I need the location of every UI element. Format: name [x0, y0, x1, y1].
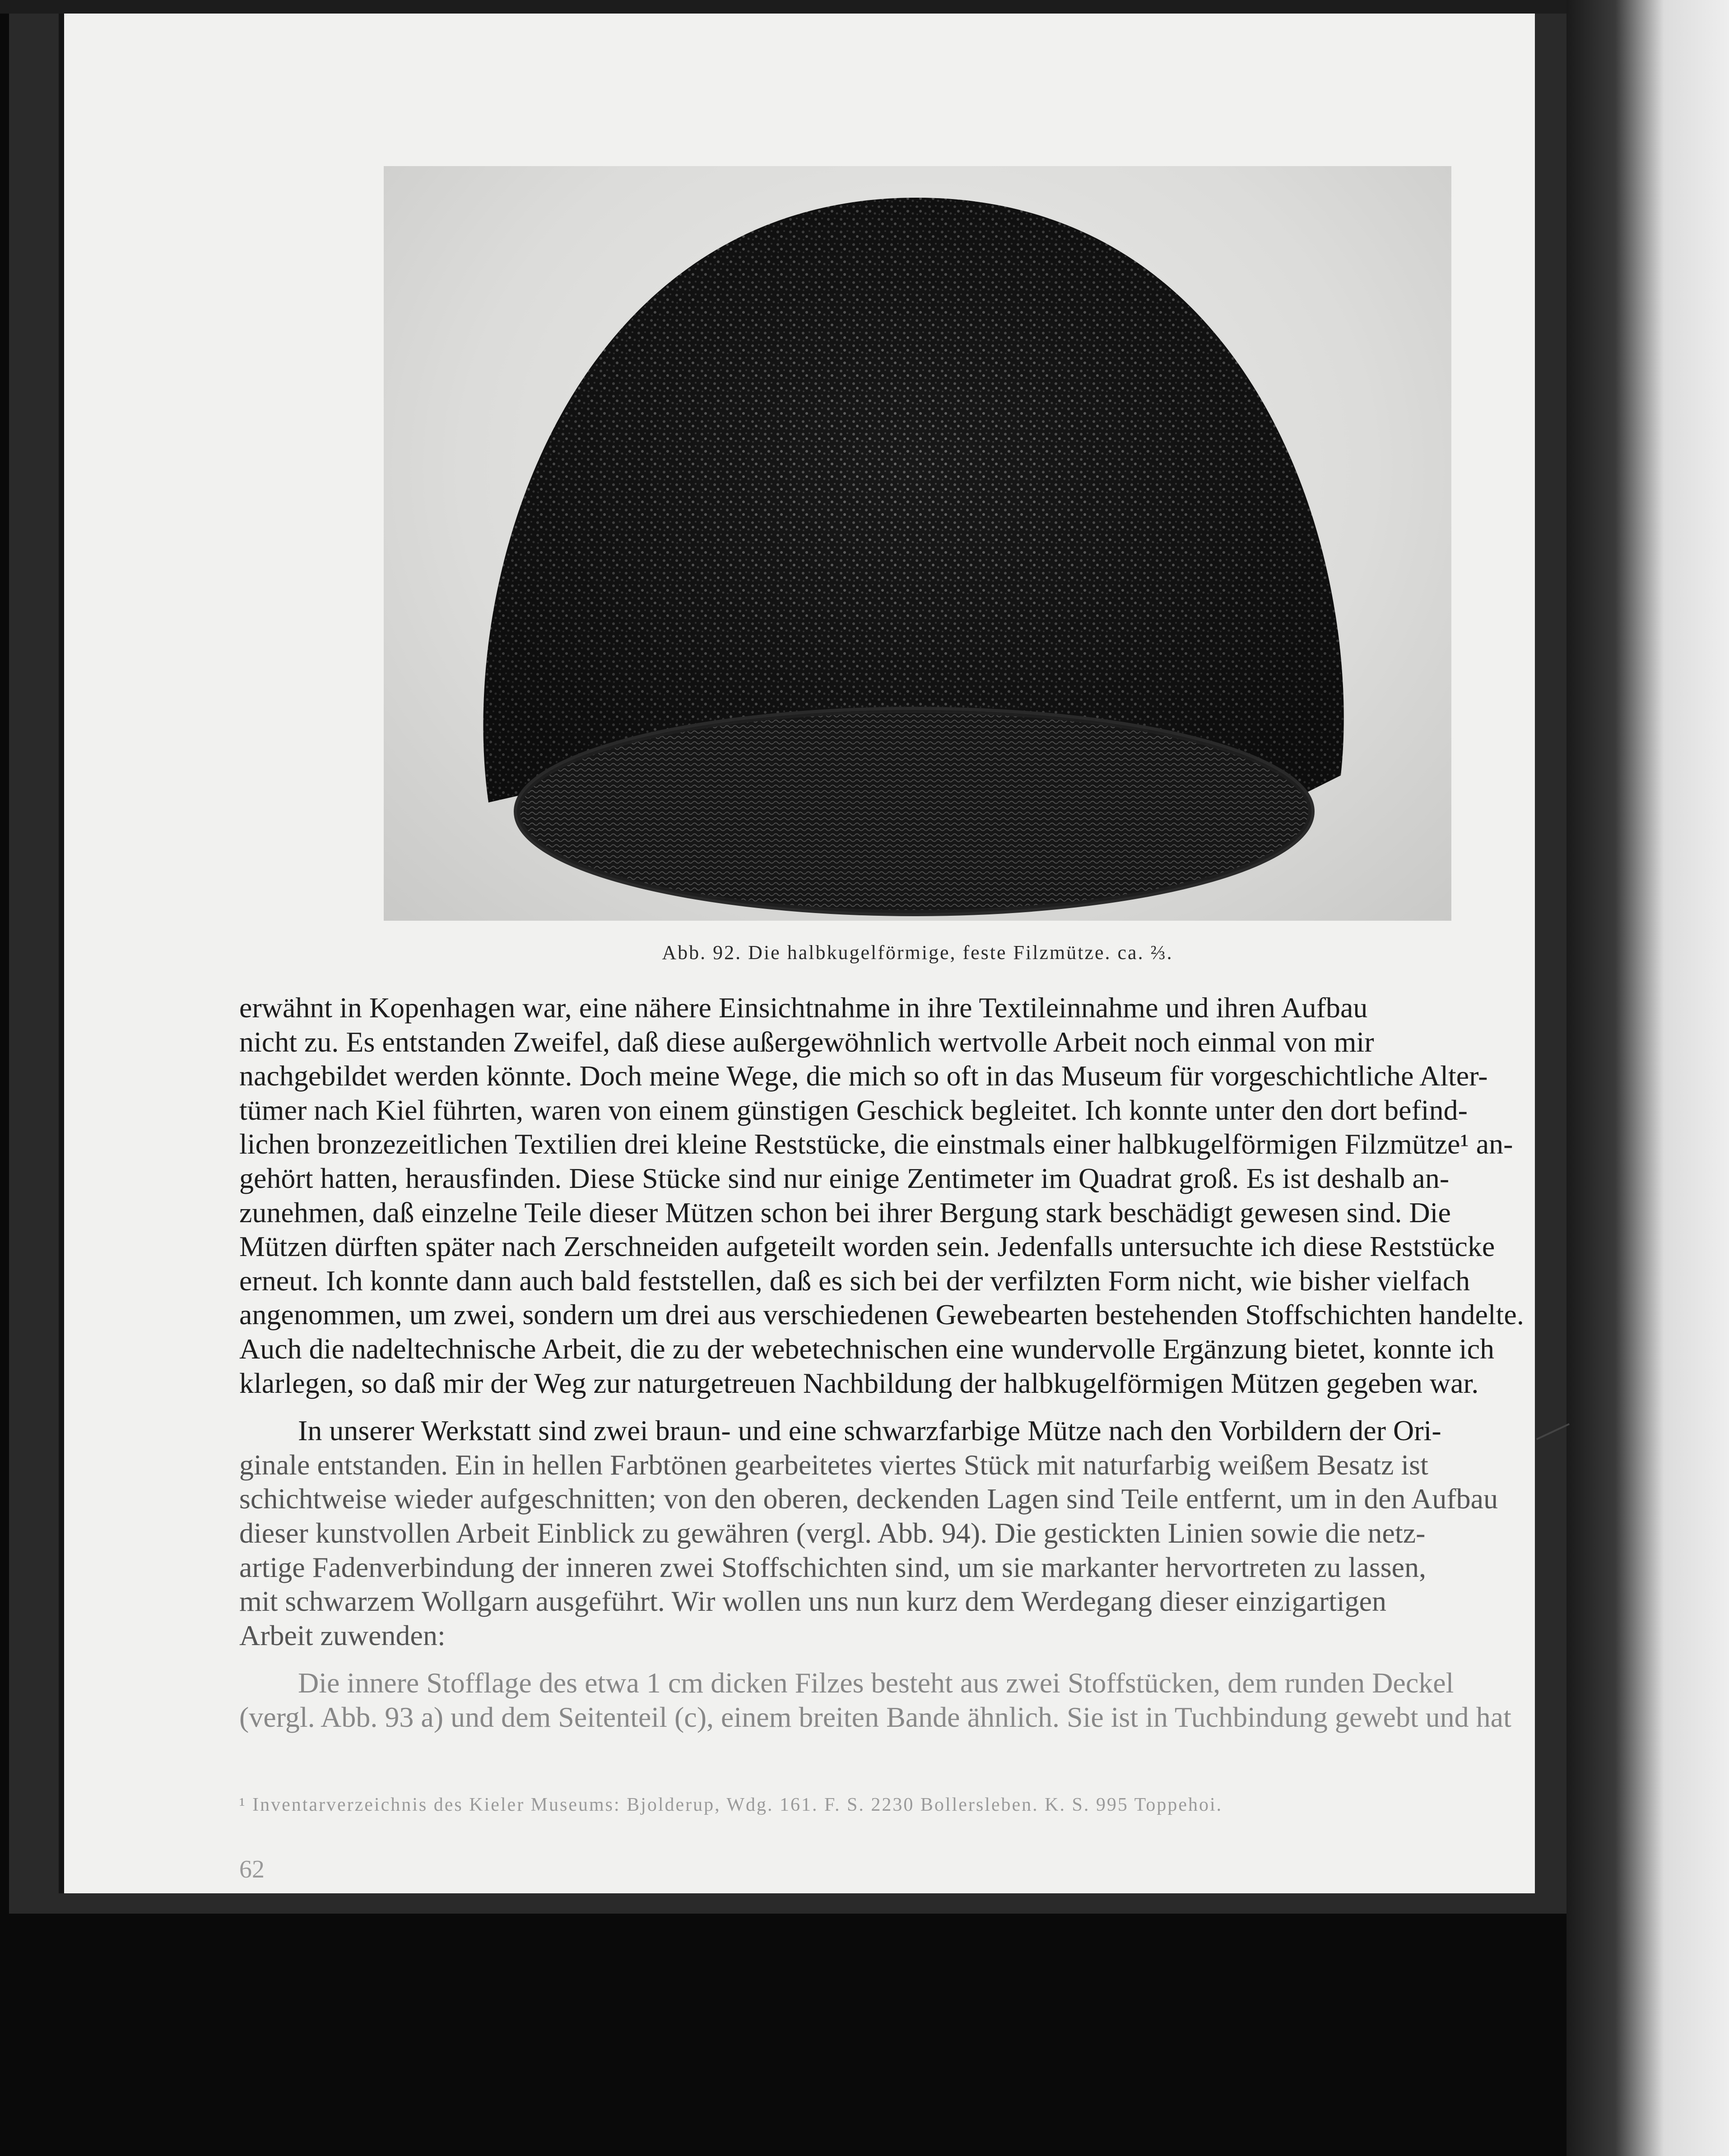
text-line: zunehmen, daß einzelne Teile dieser Mützen schon bei ihrer Bergung stark beschädigt gewesen sind. Die [239, 1196, 1451, 1229]
text-line: schichtweise wieder aufgeschnitten; von den oberen, deckenden Lagen sind Teile entfernt, um in den Aufbau [239, 1483, 1498, 1515]
scan-border-top [0, 0, 1566, 14]
text-line: artige Fadenverbindung der inneren zwei Stoffschichten sind, um sie markanter hervortreten zu lassen, [239, 1551, 1427, 1583]
text-line: Arbeit zuwenden: [239, 1619, 446, 1651]
text-line: erneut. Ich konnte dann auch bald feststellen, daß es sich bei der verfilzten Form nicht, wie bisher vielfach [239, 1264, 1470, 1297]
figure-caption: Abb. 92. Die halbkugelförmige, feste Filzmütze. ca. ⅔. [662, 941, 1173, 964]
body-text [239, 991, 1535, 1734]
text-line: dieser kunstvollen Arbeit Einblick zu gewähren (vergl. Abb. 94). Die gestickten Linien sowie die netz- [239, 1516, 1426, 1549]
text-line: (vergl. Abb. 93 a) und dem Seitenteil (c), einem breiten Bande ähnlich. Sie ist in Tuchbindung gewebt und hat [239, 1701, 1511, 1733]
text-line: lichen bronzezeitlichen Textilien drei kleine Reststücke, die einstmals einer halbkugelförmigen Filzmütze¹ an- [239, 1128, 1513, 1160]
figure-photo-felt-cap [384, 166, 1451, 921]
page-number: 62 [239, 1855, 265, 1883]
text-line: nicht zu. Es entstanden Zweifel, daß diese außergewöhnlich wertvolle Arbeit noch einmal von mir [239, 1025, 1374, 1058]
text-line: Die innere Stofflage des etwa 1 cm dicken Filzes besteht aus zwei Stoffstücken, dem runden Deckel [298, 1667, 1454, 1699]
text-line: Mützen dürften später nach Zerschneiden aufgeteilt worden sein. Jedenfalls untersuchte ich diese Reststücke [239, 1230, 1495, 1263]
footnote: ¹ Inventarverzeichnis des Kieler Museums: Bjolderup, Wdg. 161. F. S. 2230 Bollersleben. K. S. 995 Toppehoi. [239, 1794, 1223, 1815]
text-line: klarlegen, so daß mir der Weg zur naturgetreuen Nachbildung der halbkugelförmigen Mützen gegeben war. [239, 1367, 1479, 1399]
text-line: gehört hatten, herausfinden. Diese Stücke sind nur einige Zentimeter im Quadrat groß. Es ist deshalb an- [239, 1162, 1450, 1194]
text-line: Auch die nadeltechnische Arbeit, die zu der webetechnischen eine wundervolle Ergänzung bietet, konnte ich [239, 1332, 1494, 1365]
text-line: erwähnt in Kopenhagen war, eine nähere Einsichtnahme in ihre Textileinnahme und ihren Aufbau [239, 992, 1368, 1024]
text-line: angenommen, um zwei, sondern um drei aus verschiedenen Gewebearten bestehenden Stoffschichten handelte. [239, 1298, 1524, 1331]
scan-margin-right [1566, 0, 1729, 2156]
text-line: mit schwarzem Wollgarn ausgeführt. Wir wollen uns nun kurz dem Werdegang dieser einzigartigen [239, 1585, 1387, 1618]
text-line: nachgebildet werden könnte. Doch meine Wege, die mich so oft in das Museum für vorgeschichtliche Alter- [239, 1060, 1488, 1092]
text-line: ginale entstanden. Ein in hellen Farbtönen gearbeitetes viertes Stück mit naturfarbig weißem Besatz ist [239, 1448, 1428, 1481]
page-edge-shadow [59, 14, 64, 1893]
book-page [59, 14, 1535, 1893]
mounting-board [9, 14, 1566, 1914]
text-line: tümer nach Kiel führten, waren von einem günstigen Geschick begleitet. Ich konnte unter den dort befind- [239, 1094, 1468, 1126]
text-line: In unserer Werkstatt sind zwei braun- und eine schwarzfarbige Mütze nach den Vorbildern der Ori- [298, 1414, 1441, 1447]
